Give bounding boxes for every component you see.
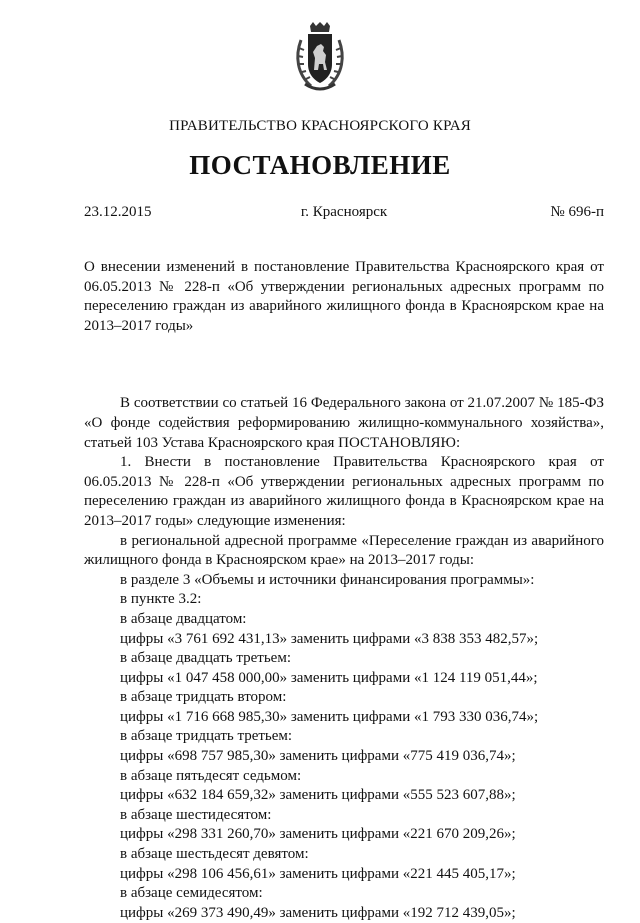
document-number: № 696-п bbox=[550, 204, 604, 220]
document-date: 23.12.2015 bbox=[84, 204, 152, 220]
amendment-line: цифры «269 373 490,49» заменить цифрами «192 712 439,05»; bbox=[120, 904, 516, 921]
amendment-line: в пункте 3.2: bbox=[120, 591, 202, 608]
amendment-line: в абзаце шестьдесят девятом: bbox=[120, 846, 309, 863]
amendment-line: цифры «1 047 458 000,00» заменить цифрами «1 124 119 051,44»; bbox=[120, 669, 538, 686]
amendment-line: в абзаце пятьдесят седьмом: bbox=[120, 767, 302, 784]
amendment-line: цифры «3 761 692 431,13» заменить цифрами «3 838 353 482,57»; bbox=[120, 630, 539, 647]
document-city: г. Красноярск bbox=[300, 204, 388, 220]
document-body bbox=[84, 258, 604, 923]
amendment-line: в абзаце двадцатом: bbox=[120, 610, 247, 627]
amendment-line: в абзаце двадцать третьем: bbox=[120, 650, 291, 667]
amendment-line: цифры «1 716 668 985,30» заменить цифрами «1 793 330 036,74»; bbox=[120, 708, 539, 725]
item-1-paragraph: 1. Внести в постановление Правительства Красноярского края от 06.05.2013 № 228-п «Об утверждении региональных адресных программ по переселению граждан из аварийного жилищного фонда в Красноярском крае на 2013–2017 годы» следующие изменения: bbox=[84, 454, 604, 529]
amendment-line: цифры «298 331 260,70» заменить цифрами «221 670 209,26»; bbox=[120, 826, 516, 843]
amendment-line: в разделе 3 «Объемы и источники финансирования программы»: bbox=[120, 571, 535, 588]
coat-of-arms-icon bbox=[293, 22, 347, 94]
amendment-line: в абзаце шестидесятом: bbox=[120, 806, 272, 823]
amendment-line: в абзаце тридцать втором: bbox=[120, 689, 287, 706]
amendment-line: в абзаце семидесятом: bbox=[120, 885, 263, 902]
amendment-line: в абзаце тридцать третьем: bbox=[120, 728, 293, 745]
amendment-line: цифры «298 106 456,61» заменить цифрами «221 445 405,17»; bbox=[120, 865, 516, 882]
organization-name: ПРАВИТЕЛЬСТВО КРАСНОЯРСКОГО КРАЯ bbox=[169, 118, 471, 134]
amendment-line: цифры «632 184 659,32» заменить цифрами «555 523 607,88»; bbox=[120, 787, 516, 804]
program-intro-paragraph: в региональной адресной программе «Переселение граждан из аварийного жилищного фонда в Красноярском крае» на 2013–2017 годы: bbox=[84, 532, 604, 569]
amendment-line: цифры «698 757 985,30» заменить цифрами «775 419 036,74»; bbox=[120, 748, 516, 765]
preamble-paragraph: В соответствии со статьей 16 Федерального закона от 21.07.2007 № 185-ФЗ «О фонде содействия реформированию жилищно-коммунального хозяйства», статьей 103 Устава Красноярского края ПОСТАНОВЛЯЮ: bbox=[84, 395, 604, 451]
document-type: ПОСТАНОВЛЕНИЕ bbox=[189, 150, 451, 180]
document-title: О внесении изменений в постановление Правительства Красноярского края от 06.05.2013 № 228-п «Об утверждении региональных адресных программ по переселению граждан из аварийного жилищного фонда в Красноярском крае на 2013–2017 годы» bbox=[84, 259, 604, 334]
